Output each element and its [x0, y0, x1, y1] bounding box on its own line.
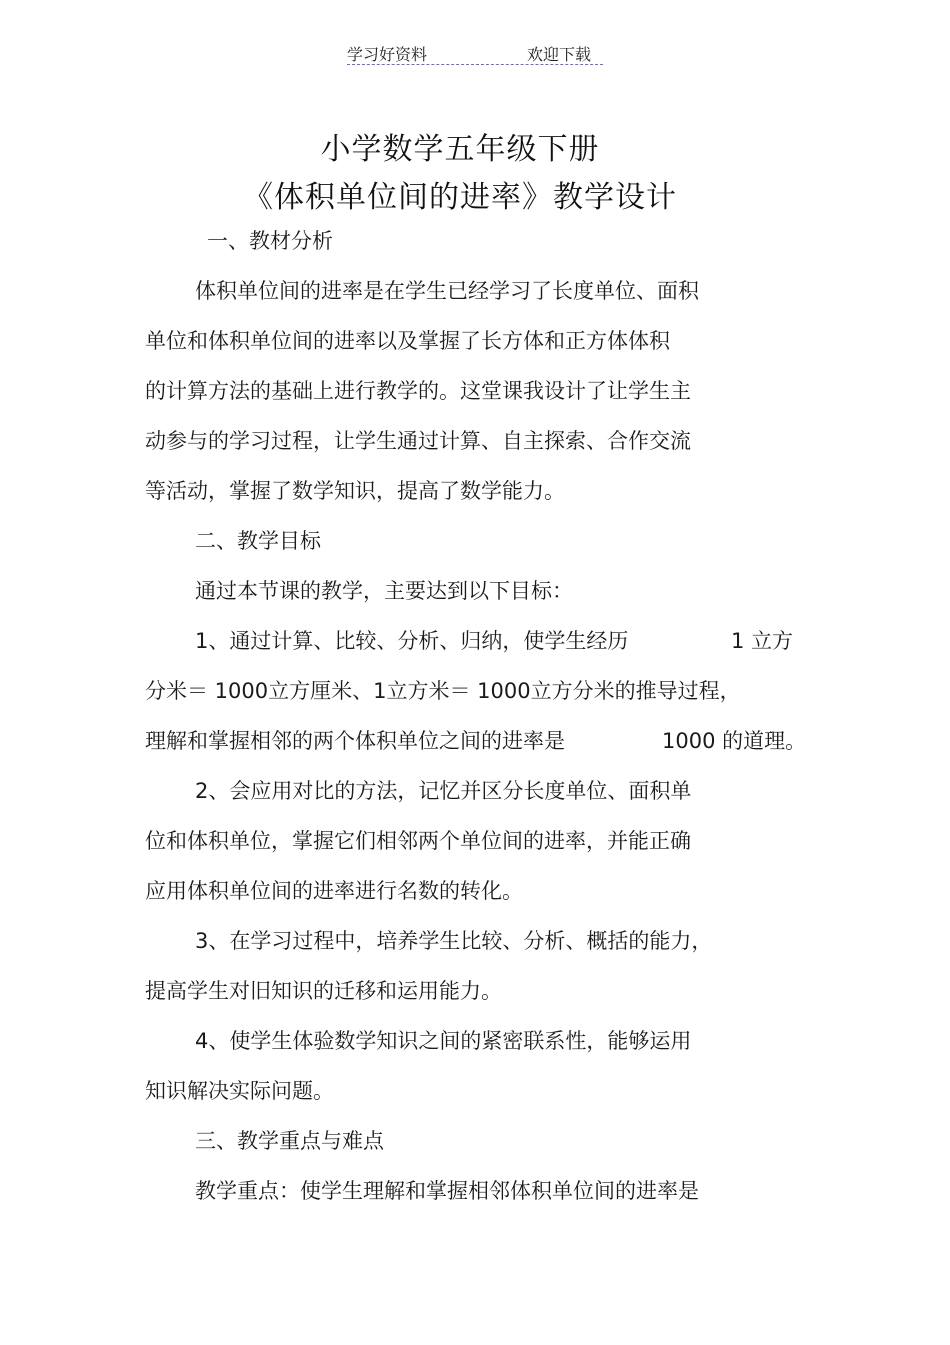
page-header [347, 40, 603, 65]
document-title: 小学数学五年级下册 [320, 132, 600, 167]
paragraph-line: 的计算方法的基础上进行教学的。这堂课我设计了让学生主 [145, 379, 691, 403]
paragraph-line: 等活动，掌握了数学知识，提高了数学能力。 [145, 479, 565, 503]
section-heading-key-points: 三、教学重点与难点 [195, 1129, 384, 1153]
goal-1-line-b: 1 立方 [731, 629, 794, 653]
paragraph-line: 2、会应用对比的方法，记忆并区分长度单位、面积单 [195, 779, 692, 803]
section-heading-analysis: 一、教材分析 [207, 229, 333, 253]
paragraph-line: 通过本节课的教学，主要达到以下目标： [195, 579, 573, 603]
paragraph-line: 体积单位间的进率是在学生已经学习了长度单位、面积 [195, 279, 699, 303]
paragraph-line: 动参与的学习过程，让学生通过计算、自主探索、合作交流 [145, 429, 691, 453]
paragraph-line: 教学重点：使学生理解和掌握相邻体积单位间的进率是 [195, 1179, 699, 1203]
header-right-text: 欢迎下载 [527, 45, 592, 64]
paragraph-line: 3、在学习过程中，培养学生比较、分析、概括的能力， [195, 929, 713, 953]
goal-1-line-a: 1、通过计算、比较、分析、归纳，使学生经历 [195, 629, 629, 653]
document-subtitle: 《体积单位间的进率》教学设计 [243, 180, 677, 215]
header-left-text: 学习好资料 [347, 45, 428, 64]
paragraph-line: 单位和体积单位间的进率以及掌握了长方体和正方体体积 [145, 329, 670, 353]
paragraph-line: 应用体积单位间的进率进行名数的转化。 [145, 879, 523, 903]
paragraph-line: 提高学生对旧知识的迁移和运用能力。 [145, 979, 502, 1003]
goal-1-line-3b: 1000 的道理。 [662, 729, 807, 753]
section-heading-goals: 二、教学目标 [195, 529, 321, 553]
paragraph-line: 位和体积单位，掌握它们相邻两个单位间的进率，并能正确 [145, 829, 691, 853]
paragraph-line: 4、使学生体验数学知识之间的紧密联系性，能够运用 [195, 1029, 692, 1053]
goal-1-line-2: 分米＝ 1000立方厘米、1立方米＝ 1000立方分米的推导过程， [145, 679, 741, 703]
goal-1-line-3a: 理解和掌握相邻的两个体积单位之间的进率是 [145, 729, 565, 753]
paragraph-line: 知识解决实际问题。 [145, 1079, 334, 1103]
